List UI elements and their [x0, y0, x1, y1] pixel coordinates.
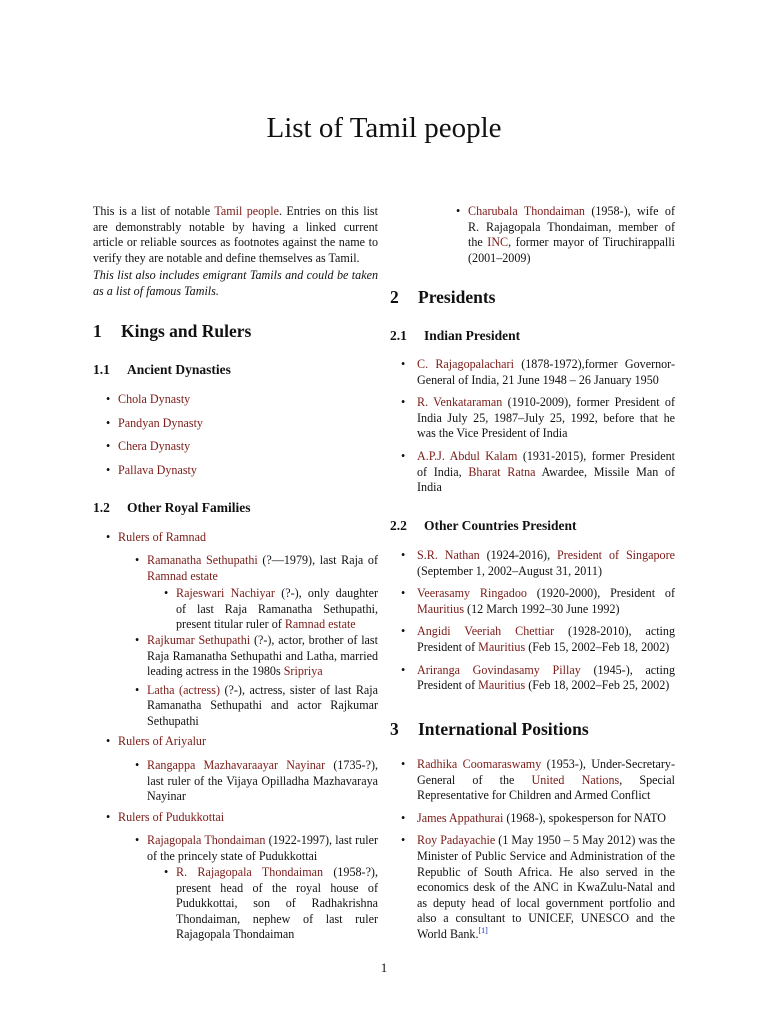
- latha-actress-link[interactable]: Latha (actress): [147, 682, 220, 697]
- intro-note: This list also includes emigrant Tamils and could be taken as a list of famous Tamils.: [93, 268, 378, 298]
- list-item: [93, 439, 378, 455]
- inc-link[interactable]: INC: [487, 235, 509, 250]
- list-item: • C. Rajagopalachari (1878-1972),former Governor-General of India, 21 June 1948 – 26 January 1950: [390, 357, 675, 388]
- roy-padayachie-link[interactable]: Roy Padayachie: [417, 833, 496, 848]
- angidi-chettiar-link[interactable]: Angidi Veeriah Chettiar: [417, 624, 555, 639]
- charubala-thondaiman-link[interactable]: Charubala Thondaiman: [468, 204, 585, 218]
- list-item: • James Appathurai (1968-), spokesperson for NATO: [390, 811, 675, 827]
- bharat-ratna-link[interactable]: Bharat Ratna: [468, 464, 536, 479]
- list-item: • Radhika Coomaraswamy (1953-), Under-Secretary-General of the United Nations, Special Representative for Children and Armed Conflict: [390, 757, 675, 804]
- ramnad-list: [93, 530, 378, 546]
- list-item: [93, 416, 378, 432]
- rajagopala-thondaiman-link[interactable]: Rajagopala Thondaiman: [147, 833, 266, 847]
- president-of-singapore-link[interactable]: President of Singapore: [557, 548, 675, 562]
- pudukkottai-sublist: [93, 833, 378, 864]
- list-item: • Latha (actress) (?-), actress, sister of last Raja Ramanatha Sethupathi and actor Rajkumar Sethupathi: [93, 683, 378, 730]
- list-item: • Angidi Veeriah Chettiar (1928-2010), acting President of Mauritius (Feb 15, 2002–Feb 18, 2002): [390, 624, 675, 655]
- ramnad-sublist-2: [93, 633, 378, 730]
- rajagopalachari-link[interactable]: C. Rajagopalachari: [417, 357, 514, 371]
- mauritius-link[interactable]: Mauritius: [478, 639, 526, 654]
- page-number: 1: [380, 960, 388, 975]
- section-1-heading: 1 Kings and Rulers: [93, 321, 252, 341]
- list-item: • S.R. Nathan (1924-2016), President of Singapore (September 1, 2002–August 31, 2011): [390, 548, 675, 579]
- list-item: • Veerasamy Ringadoo (1920-2000), President of Mauritius (12 March 1992–30 June 1992): [390, 586, 675, 617]
- list-item: • Rajkumar Sethupathi (?-), actor, brother of last Raja Ramanatha Sethupathi and Latha, married leading actress in the 1980s Sripriya: [93, 633, 378, 680]
- section-2-heading: 2 Presidents: [390, 287, 496, 307]
- ariranga-pillay-link[interactable]: Ariranga Govindasamy Pillay: [417, 662, 581, 677]
- dynasty-list: [93, 392, 378, 478]
- list-item: [93, 463, 378, 479]
- list-item: • A.P.J. Abdul Kalam (1931-2015), former President of India, Bharat Ratna Awardee, Missile Man of India: [390, 449, 675, 496]
- ramnad-estate-link[interactable]: Ramnad estate: [284, 617, 356, 632]
- section-1-2-heading: 1.2 Other Royal Families: [93, 500, 251, 515]
- ramnad-subsublist: [93, 586, 378, 633]
- mauritius-link[interactable]: Mauritius: [417, 601, 465, 616]
- ramnad-estate-link[interactable]: Ramnad estate: [147, 568, 218, 583]
- reference-1-link[interactable]: [1]: [478, 925, 488, 935]
- pudukkottai-list: [93, 810, 378, 826]
- list-item: • Ariranga Govindasamy Pillay (1945-), acting President of Mauritius (Feb 18, 2002–Feb 25, 2002): [390, 663, 675, 694]
- chola-dynasty-link[interactable]: Chola Dynasty: [118, 392, 191, 406]
- pandyan-dynasty-link[interactable]: Pandyan Dynasty: [118, 415, 203, 430]
- list-item: • Rajeswari Nachiyar (?-), only daughter of last Raja Ramanatha Sethupathi, present titular ruler of Ramnad estate: [93, 586, 378, 633]
- ramnad-sublist: [93, 553, 378, 584]
- mauritius-link[interactable]: Mauritius: [478, 678, 526, 693]
- intro: [93, 204, 378, 300]
- tamil-people-link[interactable]: Tamil people: [214, 204, 279, 218]
- pudukkottai-subsublist: [93, 865, 378, 943]
- section-1-1-heading: 1.1 Ancient Dynasties: [93, 362, 231, 377]
- ariyalur-sublist: [93, 758, 378, 805]
- venkataraman-link[interactable]: R. Venkataraman: [417, 395, 503, 410]
- rulers-of-ramnad-link[interactable]: Rulers of Ramnad: [118, 530, 206, 544]
- ramanatha-sethupathi-link[interactable]: Ramanatha Sethupathi: [147, 553, 258, 567]
- page-title: List of Tamil people: [266, 112, 502, 144]
- chera-dynasty-link[interactable]: Chera Dynasty: [118, 439, 191, 454]
- list-item: [93, 734, 378, 750]
- rajkumar-sethupathi-link[interactable]: Rajkumar Sethupathi: [147, 633, 251, 647]
- r-rajagopala-thondaiman-link[interactable]: R. Rajagopala Thondaiman: [176, 865, 324, 879]
- list-item: • Rajagopala Thondaiman (1922-1997), last ruler of the princely state of Pudukkottai: [93, 833, 378, 864]
- international-list: [390, 757, 675, 943]
- rajeswari-nachiyar-link[interactable]: Rajeswari Nachiyar: [176, 586, 275, 600]
- sr-nathan-link[interactable]: S.R. Nathan: [417, 548, 480, 562]
- other-president-list: [390, 548, 675, 694]
- list-item: [93, 810, 378, 826]
- section-3-heading: 3 International Positions: [390, 719, 589, 739]
- list-item: [93, 530, 378, 546]
- list-item: • Charubala Thondaiman (1958-), wife of R. Rajagopala Thondaiman, member of the INC, former mayor of Tiruchirappalli (2001–2009): [390, 204, 675, 266]
- intro-paragraph: This is a list of notable Tamil people. Entries on this list are demonstrably notable by having a linked current article or reliable sources as footnotes against the name to verify they are notable and define themselves as Tamil.: [93, 204, 379, 265]
- veerasamy-ringadoo-link[interactable]: Veerasamy Ringadoo: [417, 586, 527, 601]
- radhika-coomaraswamy-link[interactable]: Radhika Coomaraswamy: [417, 757, 542, 771]
- list-item: • R. Rajagopala Thondaiman (1958-?), present head of the royal house of Pudukkottai, son of Radhakrishna Thondaiman, nephew of last ruler Rajagopala Thondaiman: [93, 865, 378, 943]
- ariyalur-list: [93, 734, 378, 750]
- list-item: • Rangappa Mazhavaraayar Nayinar (1735-?), last ruler of the Vijaya Opilladha Mazhavaraya Nayinar: [93, 758, 378, 805]
- pallava-dynasty-link[interactable]: Pallava Dynasty: [118, 462, 197, 477]
- rulers-of-pudukkottai-link[interactable]: Rulers of Pudukkottai: [118, 810, 225, 824]
- abdul-kalam-link[interactable]: A.P.J. Abdul Kalam: [417, 448, 518, 463]
- charubala-list: [390, 204, 675, 266]
- rulers-of-ariyalur-link[interactable]: Rulers of Ariyalur: [118, 734, 206, 748]
- section-2-1-heading: 2.1 Indian President: [390, 328, 521, 343]
- united-nations-link[interactable]: United Nations: [531, 772, 620, 787]
- james-appathurai-link[interactable]: James Appathurai: [417, 810, 504, 825]
- indian-president-list: [390, 357, 675, 496]
- list-item: • Ramanatha Sethupathi (?—1979), last Raja of Ramnad estate: [93, 553, 378, 584]
- list-item: [93, 392, 378, 408]
- rangappa-nayinar-link[interactable]: Rangappa Mazhavaraayar Nayinar: [147, 758, 326, 772]
- section-2-2-heading: 2.2 Other Countries President: [390, 518, 577, 533]
- list-item: • R. Venkataraman (1910-2009), former President of India July 25, 1987–July 25, 1992, before that he was the Vice President of India: [390, 395, 675, 442]
- sripriya-link[interactable]: Sripriya: [283, 664, 323, 679]
- list-item: • Roy Padayachie (1 May 1950 – 5 May 2012) was the Minister of Public Service and Administration of the Republic of South Africa. He also served in the economics desk of the ANC in KwaZulu-Natal and as deputy head of local government portfolio and also a consultant to UNICEF, UNESCO and the World Bank.[1]: [390, 833, 675, 942]
